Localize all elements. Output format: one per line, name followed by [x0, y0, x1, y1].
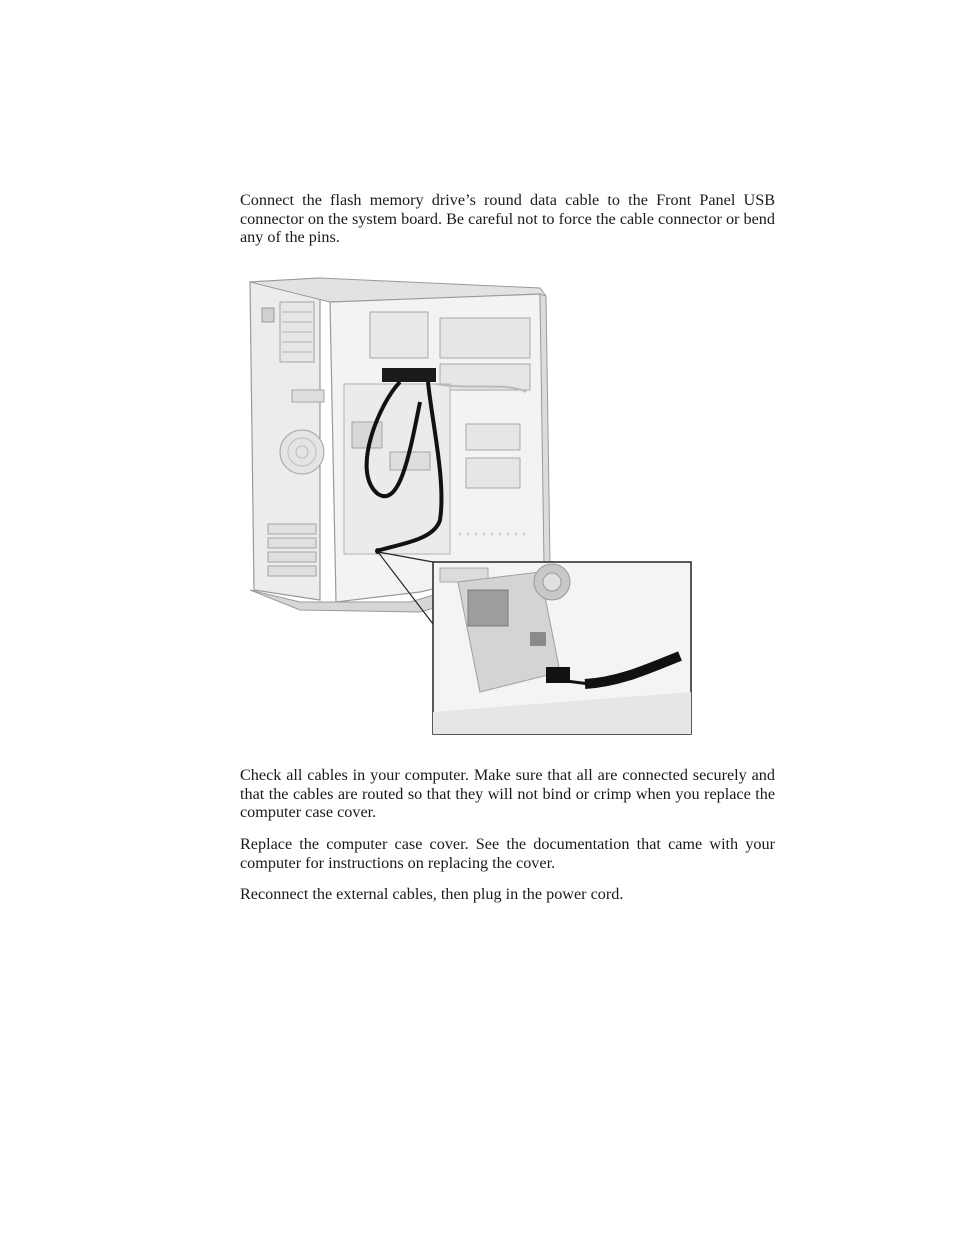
instruction-check-cables: Check all cables in your computer. Make sure that all are connected securely and that the cables are routed so that they will not bind or crimp when you replace the computer case cover. [240, 766, 775, 821]
computer-case-illustration-icon [240, 272, 700, 738]
instruction-replace-cover: Replace the computer case cover. See the documentation that came with your computer for instructions on replacing the cover. [240, 835, 775, 872]
computer-case-figure [240, 272, 700, 738]
instruction-connect-cable: Connect the flash memory drive’s round data cable to the Front Panel USB connector on the system board. Be careful not to force the cable connector or bend any of the pins. [240, 191, 775, 246]
instruction-reconnect: Reconnect the external cables, then plug in the power cord. [240, 885, 624, 903]
usb-connector-detail-icon [433, 562, 691, 734]
